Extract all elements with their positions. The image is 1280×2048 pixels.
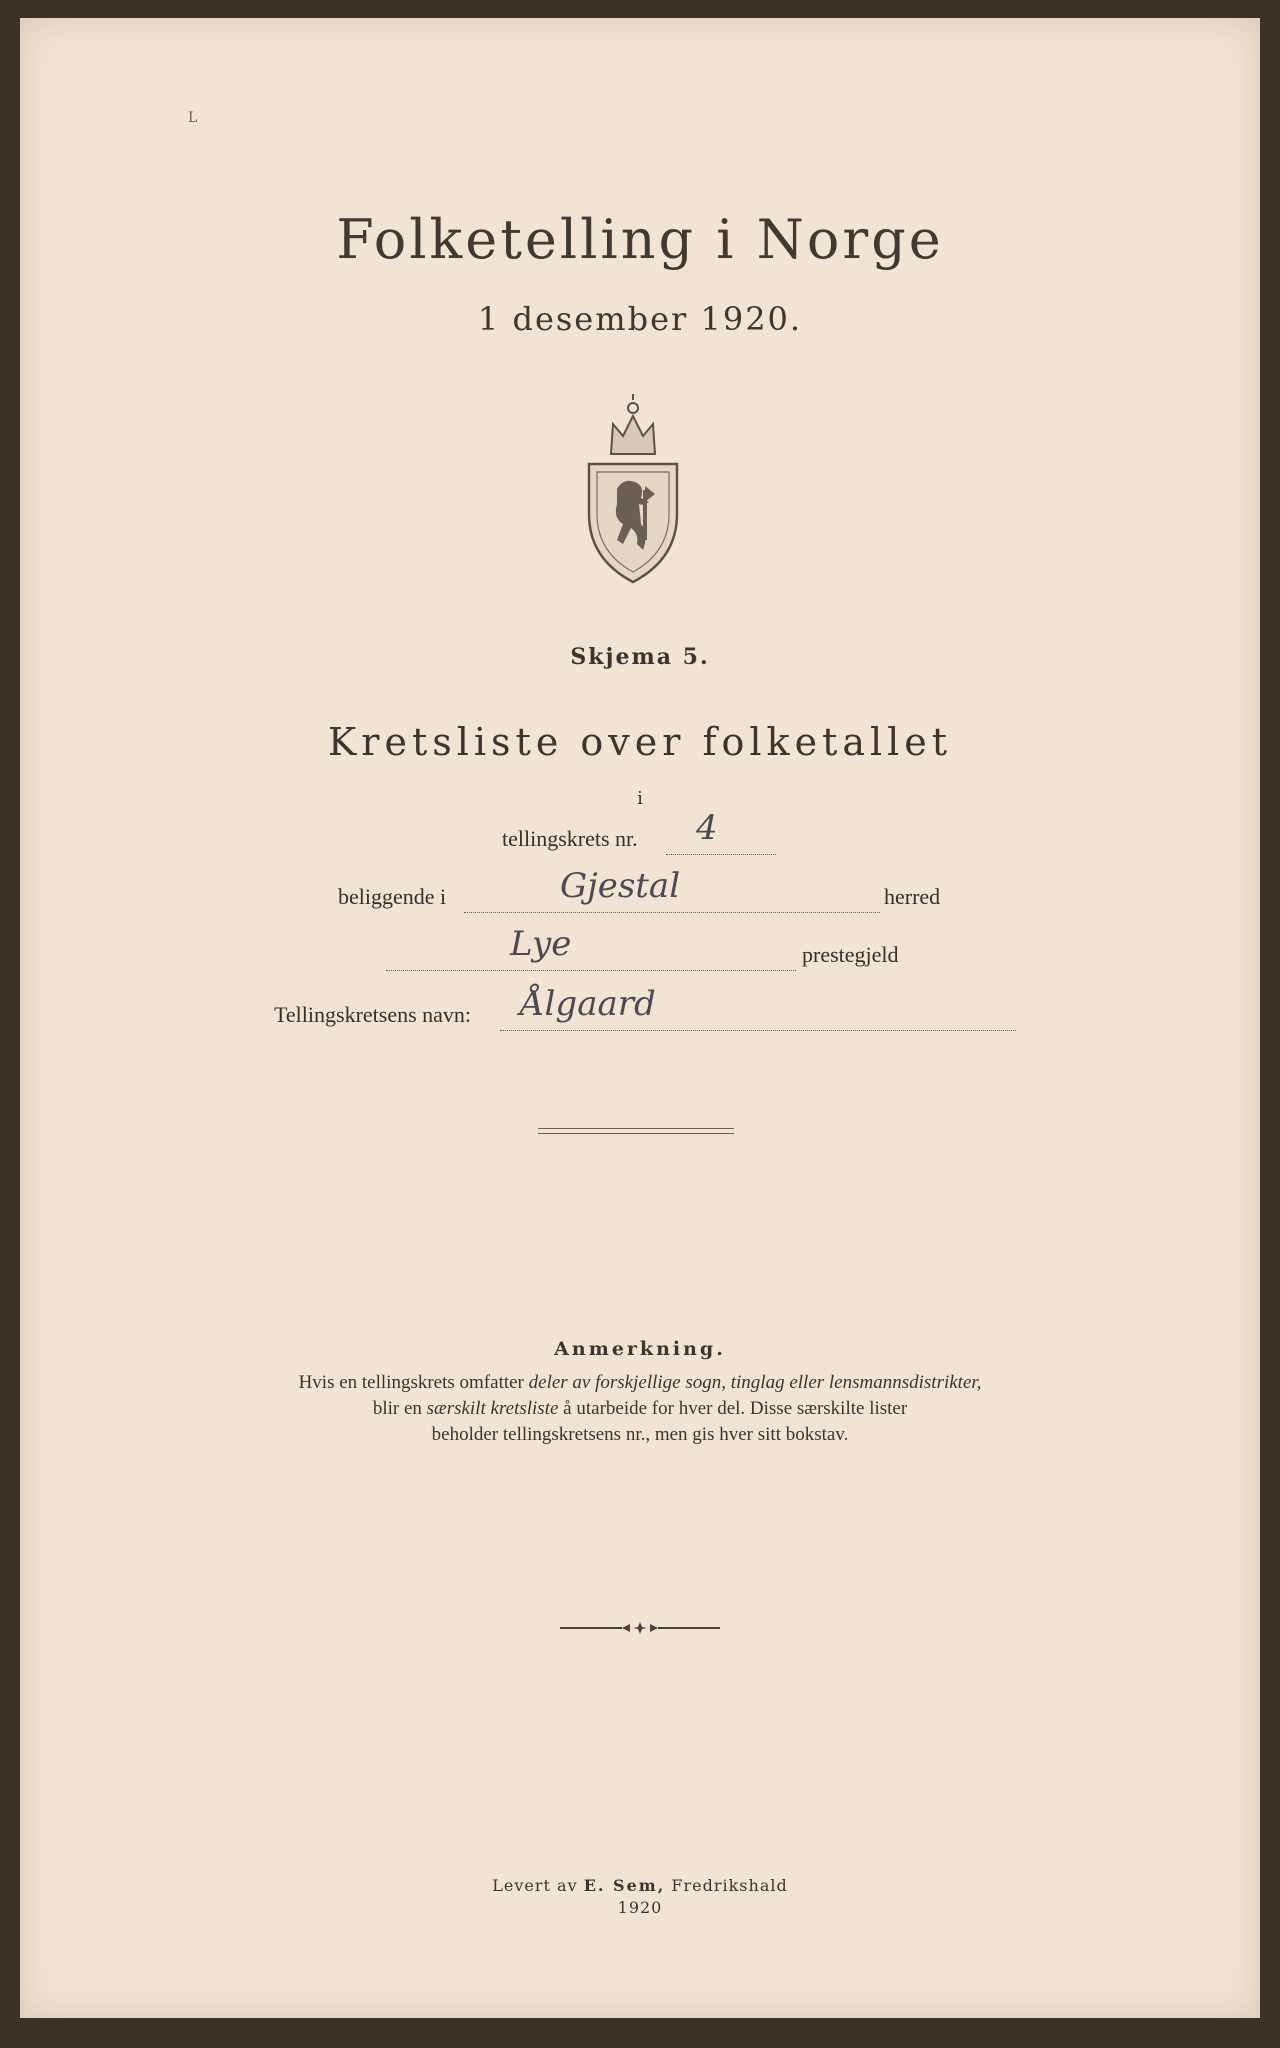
navn-label: Tellingskretsens navn: bbox=[274, 1002, 472, 1027]
printer-credit-prefix: Levert av bbox=[492, 1876, 584, 1895]
prestegjeld-label: prestegjeld bbox=[802, 942, 899, 967]
note-line-1-text: Hvis en tellingskrets omfatter bbox=[298, 1372, 529, 1393]
tellingskrets-label: tellingskrets nr. bbox=[502, 826, 638, 851]
form-preposition: i bbox=[637, 788, 643, 809]
beliggende-label: beliggende i bbox=[338, 884, 447, 909]
form-heading: Kretsliste over folketallet bbox=[327, 720, 953, 764]
note-line-1 bbox=[200, 1370, 1080, 1396]
beliggende-line bbox=[464, 912, 880, 913]
printer-year: 1920 bbox=[617, 1898, 663, 1917]
ornament-divider-icon bbox=[560, 1621, 720, 1635]
note-text bbox=[200, 1370, 1080, 1448]
tellingskrets-line bbox=[666, 854, 776, 855]
note-line-2-text-a: blir en bbox=[372, 1398, 427, 1419]
note-line-2-text-b: å utarbeide for hver del. Disse særskilte lister bbox=[558, 1398, 908, 1419]
printer-name: E. Sem, bbox=[583, 1876, 666, 1895]
printer-location: Fredrikshald bbox=[665, 1876, 788, 1895]
navn-value: Ålgaard bbox=[520, 984, 656, 1024]
corner-mark: L bbox=[188, 110, 198, 126]
note-line-2-emphasis: særskilt kretsliste bbox=[426, 1398, 559, 1419]
tellingskrets-value: 4 bbox=[696, 808, 718, 848]
navn-line bbox=[500, 1030, 1016, 1031]
note-line-1-emphasis: deler av forskjellige sogn, tinglag eller lensmannsdistrikter, bbox=[528, 1372, 982, 1393]
document-date: 1 desember 1920. bbox=[477, 300, 803, 338]
document-title: Folketelling i Norge bbox=[336, 208, 944, 271]
prestegjeld-value: Lye bbox=[510, 924, 572, 964]
beliggende-value: Gjestal bbox=[560, 866, 681, 906]
divider-rule bbox=[538, 1128, 734, 1134]
form-number: Skjema 5. bbox=[570, 644, 710, 670]
herred-label: herred bbox=[884, 884, 941, 909]
printer-credit bbox=[20, 1876, 1260, 1895]
census-form-page bbox=[20, 18, 1260, 2018]
note-line-3: beholder tellingskretsens nr., men gis hver sitt bokstav. bbox=[431, 1424, 849, 1445]
note-title: Anmerkning. bbox=[554, 1338, 726, 1360]
note-line-2 bbox=[200, 1396, 1080, 1422]
coat-of-arms-icon bbox=[583, 394, 683, 584]
prestegjeld-line bbox=[386, 970, 796, 971]
